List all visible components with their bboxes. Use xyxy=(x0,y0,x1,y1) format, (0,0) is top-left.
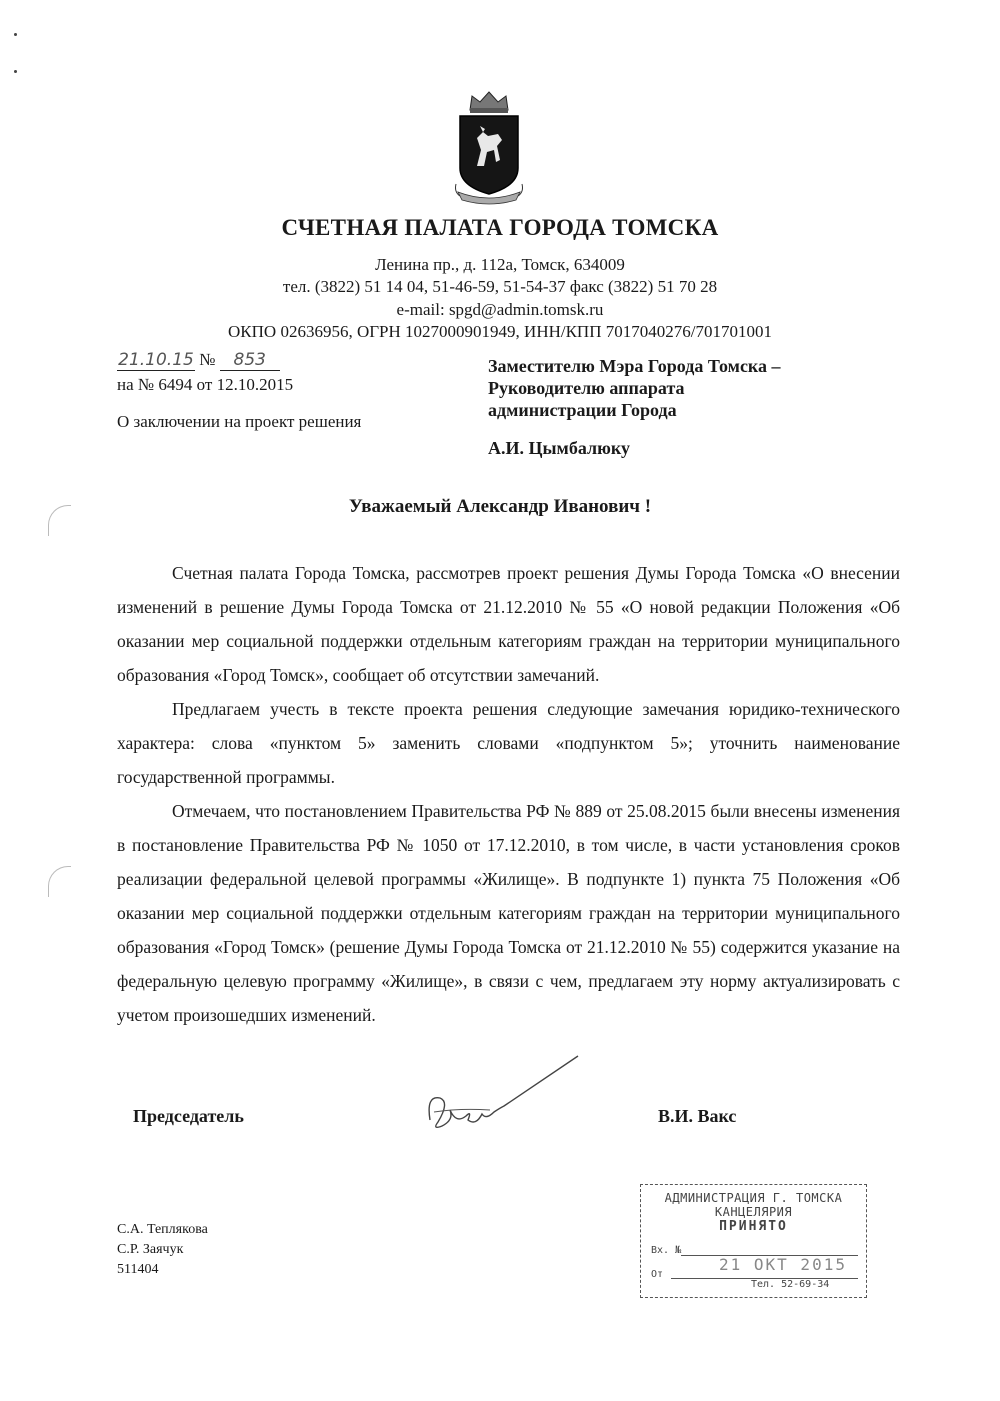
recipient-line: Заместителю Мэра Города Томска – xyxy=(488,356,781,376)
executors-block xyxy=(117,1220,208,1280)
stamp-status: ПРИНЯТО xyxy=(719,1219,788,1234)
salutation: Уважаемый Александр Иванович ! xyxy=(348,496,652,517)
stamp-date: 21 ОКТ 2015 xyxy=(719,1255,847,1274)
body-paragraph: Предлагаем учесть в тексте проекта решения следующие замечания юридико-технического характера: слова «пунктом 5» заменить словами «подпунктом 5»; уточнить наименование государственной программы. xyxy=(117,699,900,787)
scan-dot xyxy=(14,70,17,73)
registration-date: 21.10.15 xyxy=(118,350,194,370)
stamp-org: АДМИНИСТРАЦИЯ Г. ТОМСКА xyxy=(664,1191,843,1205)
recipient-line: Руководителю аппарата xyxy=(488,378,685,398)
registration-line xyxy=(117,350,280,371)
signer-position: Председатель xyxy=(133,1106,244,1126)
stamp-dept: КАНЦЕЛЯРИЯ xyxy=(714,1205,793,1219)
registration-number: 853 xyxy=(220,350,280,371)
executor-name: С.А. Теплякова xyxy=(117,1222,208,1237)
scan-dot xyxy=(14,33,17,36)
org-address: Ленина пр., д. 112а, Томск, 634009 xyxy=(375,255,625,274)
letter-subject: О заключении на проект решения xyxy=(117,412,362,431)
reference-line: на № 6494 от 12.10.2015 xyxy=(117,375,294,394)
stamp-from-label: От xyxy=(651,1269,664,1280)
org-email: e-mail: spgd@admin.tomsk.ru xyxy=(396,300,604,319)
org-title: СЧЕТНАЯ ПАЛАТА ГОРОДА ТОМСКА xyxy=(281,215,719,240)
stamp-in-label: Вх. № xyxy=(651,1245,682,1256)
stamp-phone: Тел. 52-69-34 xyxy=(751,1279,830,1290)
recipient-block xyxy=(488,355,781,421)
number-label: № xyxy=(199,350,216,369)
signer-name: В.И. Вакс xyxy=(658,1106,737,1126)
letter-body xyxy=(117,556,900,1032)
body-paragraph: Отмечаем, что постановлением Правительства РФ № 889 от 25.08.2015 были внесены изменения в постановление Правительства РФ № 1050 от 17.12.2010, в том числе, в части установления сроков реализации федеральной целевой программы «Жилище». В подпункте 1) пункта 75 Положения «Об оказании мер социальной поддержки отдельным категориям граждан на территории муниципального образования «Город Томск» (решение Думы Города Томска от 21.12.2010 № 55) содержится указание на федеральную целевую программу «Жилище», в связи с чем, предлагаем эту норму актуализировать с учетом произошедших изменений. xyxy=(117,801,900,1025)
org-codes: ОКПО 02636956, ОГРН 1027000901949, ИНН/КПП 7017040276/701701001 xyxy=(228,322,772,341)
hole-punch-mark xyxy=(48,866,71,897)
org-phones: тел. (3822) 51 14 04, 51-46-59, 51-54-37 факс (3822) 51 70 28 xyxy=(282,277,718,296)
body-paragraph: Счетная палата Города Томска, рассмотрев проект решения Думы Города Томска «О внесении изменений в решение Думы Города Томска от 21.12.2010 № 55 «О новой редакции Положения «Об оказании мер социальной поддержки отдельным категориям граждан на территории муниципального образования «Город Томск», сообщает об отсутствии замечаний. xyxy=(117,563,900,685)
executor-phone: 511404 xyxy=(117,1262,159,1277)
tomsk-coat-of-arms-icon xyxy=(450,88,528,206)
incoming-stamp xyxy=(640,1184,867,1298)
handwritten-signature-icon xyxy=(420,1050,590,1140)
executor-name: С.Р. Заячук xyxy=(117,1242,184,1257)
recipient-line: администрации Города xyxy=(488,400,677,420)
recipient-name: А.И. Цымбалюку xyxy=(488,438,630,458)
